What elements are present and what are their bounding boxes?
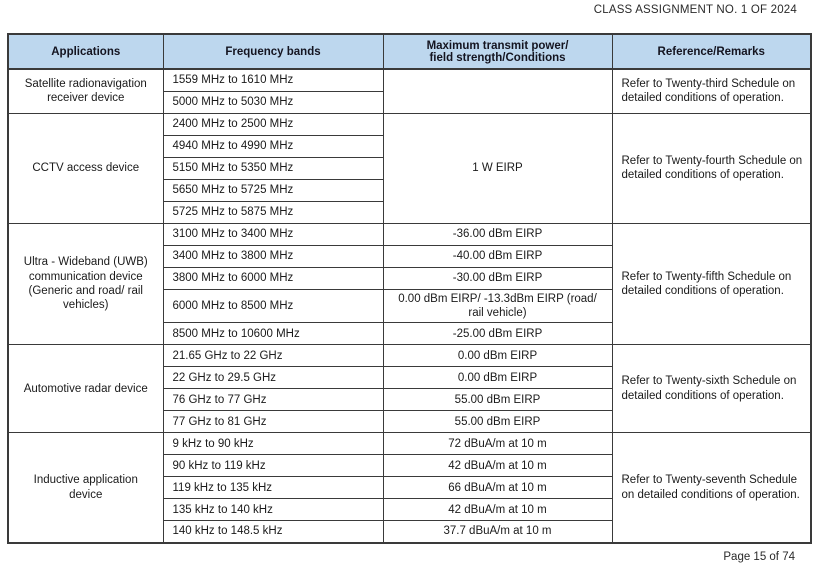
power-cell: 0.00 dBm EIRP (383, 345, 612, 367)
frequency-cell: 9 kHz to 90 kHz (163, 433, 383, 455)
reference-cell: Refer to Twenty-sixth Schedule on detailed conditions of operation. (612, 345, 811, 433)
frequency-cell: 22 GHz to 29.5 GHz (163, 367, 383, 389)
power-cell: 0.00 dBm EIRP/ -13.3dBm EIRP (road/ rail vehicle) (383, 289, 612, 323)
table-row (8, 345, 811, 367)
col-header-power-line1: Maximum transmit power/ (426, 39, 569, 52)
col-header-reference-remarks: Reference/Remarks (612, 34, 811, 69)
power-cell: 66 dBuA/m at 10 m (383, 477, 612, 499)
reference-cell: Refer to Twenty-fourth Schedule on detailed conditions of operation. (612, 113, 811, 223)
table-row (8, 223, 811, 245)
power-cell: 55.00 dBm EIRP (383, 389, 612, 411)
reference-cell: Refer to Twenty-fifth Schedule on detailed conditions of operation. (612, 223, 811, 345)
frequency-cell: 4940 MHz to 4990 MHz (163, 135, 383, 157)
application-cell: Ultra - Wideband (UWB) communication device (Generic and road/ rail vehicles) (8, 223, 163, 345)
frequency-cell: 5650 MHz to 5725 MHz (163, 179, 383, 201)
power-cell: -40.00 dBm EIRP (383, 245, 612, 267)
col-header-applications: Applications (8, 34, 163, 69)
table-row (8, 69, 811, 91)
frequency-cell: 3400 MHz to 3800 MHz (163, 245, 383, 267)
frequency-cell: 90 kHz to 119 kHz (163, 455, 383, 477)
frequency-cell: 135 kHz to 140 kHz (163, 499, 383, 521)
power-cell: 42 dBuA/m at 10 m (383, 455, 612, 477)
frequency-cell: 77 GHz to 81 GHz (163, 411, 383, 433)
frequency-cell: 21.65 GHz to 22 GHz (163, 345, 383, 367)
frequency-cell: 8500 MHz to 10600 MHz (163, 323, 383, 345)
frequency-cell: 3100 MHz to 3400 MHz (163, 223, 383, 245)
power-cell: -36.00 dBm EIRP (383, 223, 612, 245)
power-cell: 72 dBuA/m at 10 m (383, 433, 612, 455)
table-row (8, 433, 811, 455)
reference-cell: Refer to Twenty-seventh Schedule on detailed conditions of operation. (612, 433, 811, 543)
frequency-cell: 5000 MHz to 5030 MHz (163, 91, 383, 113)
frequency-cell: 1559 MHz to 1610 MHz (163, 69, 383, 91)
power-cell: 42 dBuA/m at 10 m (383, 499, 612, 521)
table-row (8, 113, 811, 135)
col-header-power-line2: field strength/Conditions (429, 51, 566, 64)
frequency-cell: 76 GHz to 77 GHz (163, 389, 383, 411)
application-cell: Inductive application device (8, 433, 163, 543)
class-assignment-table (7, 33, 812, 544)
class-assignment-label: CLASS ASSIGNMENT NO. 1 OF 2024 (593, 4, 797, 16)
power-cell: 0.00 dBm EIRP (383, 367, 612, 389)
application-cell: CCTV access device (8, 113, 163, 223)
col-header-frequency-bands: Frequency bands (163, 34, 383, 69)
frequency-cell: 5725 MHz to 5875 MHz (163, 201, 383, 223)
power-cell: 55.00 dBm EIRP (383, 411, 612, 433)
col-header-max-transmit-power (383, 34, 612, 69)
reference-cell: Refer to Twenty-third Schedule on detailed conditions of operation. (612, 69, 811, 113)
frequency-cell: 6000 MHz to 8500 MHz (163, 289, 383, 323)
frequency-cell: 2400 MHz to 2500 MHz (163, 113, 383, 135)
power-cell: 37.7 dBuA/m at 10 m (383, 521, 612, 543)
frequency-cell: 5150 MHz to 5350 MHz (163, 157, 383, 179)
application-cell: Satellite radionavigation receiver device (8, 69, 163, 113)
page-number: Page 15 of 74 (723, 551, 795, 563)
table-header-row (8, 34, 811, 69)
frequency-cell: 119 kHz to 135 kHz (163, 477, 383, 499)
frequency-cell: 140 kHz to 148.5 kHz (163, 521, 383, 543)
power-cell: -25.00 dBm EIRP (383, 323, 612, 345)
power-cell: -30.00 dBm EIRP (383, 267, 612, 289)
power-cell: 1 W EIRP (383, 113, 612, 223)
frequency-cell: 3800 MHz to 6000 MHz (163, 267, 383, 289)
application-cell: Automotive radar device (8, 345, 163, 433)
power-cell (383, 69, 612, 113)
